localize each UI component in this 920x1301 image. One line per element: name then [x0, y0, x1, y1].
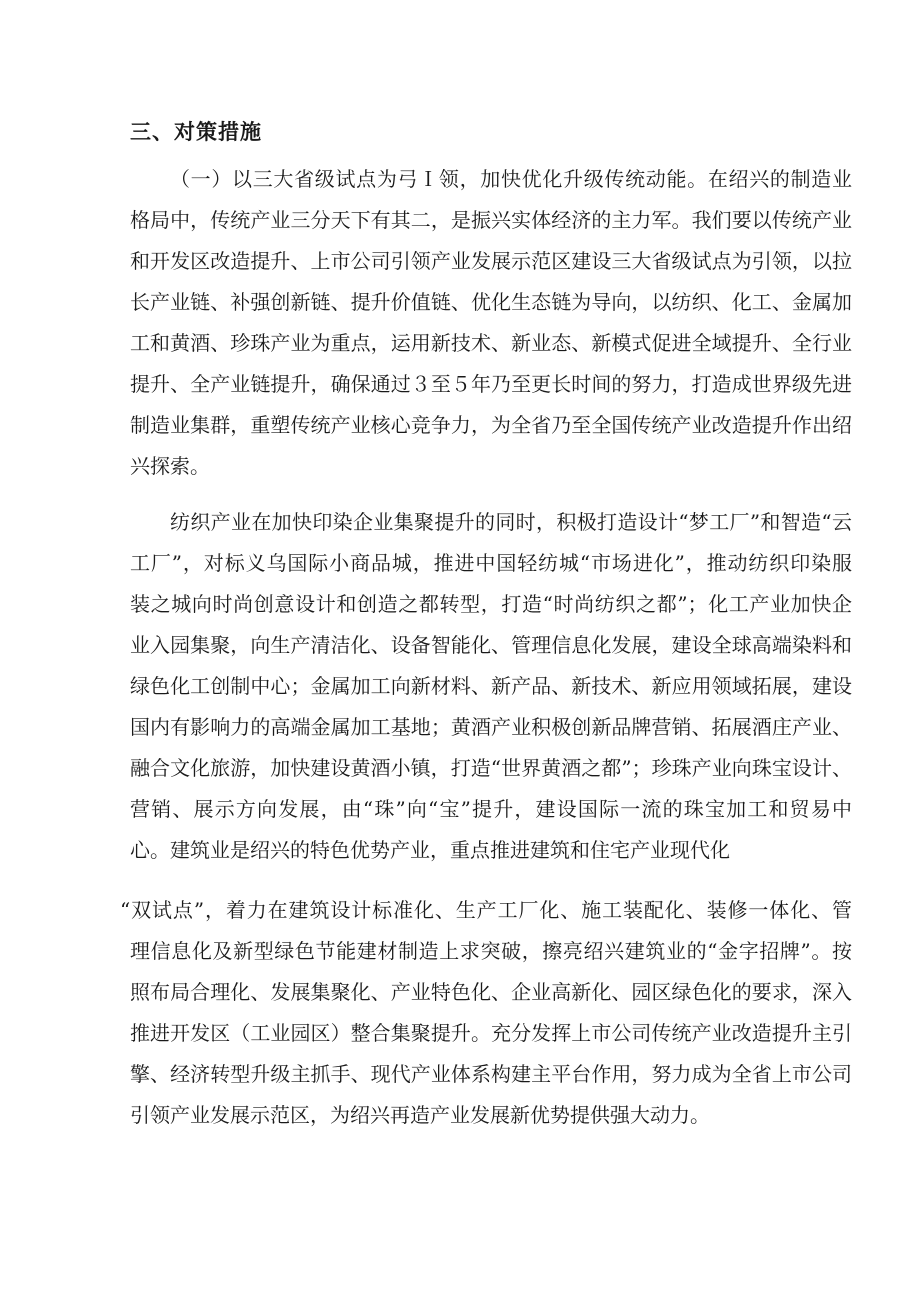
paragraph2-line-14: 擎、经济转型升级主抓手、现代产业体系构建主平台作用，努力成为全省上市公司 [130, 1062, 852, 1086]
paragraph2-line-8: 营销、展示方向发展，由“珠”向“宝”提升，建设国际一流的珠宝加工和贸易中 [130, 797, 852, 821]
paragraph2-line-13: 推进开发区（工业园区）整合集聚提升。充分发挥上市公司传统产业改造提升主引 [130, 1021, 852, 1045]
paragraph1-line-6: 提升、全产业链提升，确保通过３至５年乃至更长时间的努力，打造成世界级先进 [130, 372, 852, 396]
paragraph2-line-4: 业入园集聚，向生产清洁化、设备智能化、管理信息化发展，建设全球高端染料和 [130, 633, 852, 657]
paragraph2-line-12: 照布局合理化、发展集聚化、产业特色化、企业高新化、园区绿色化的要求，深入 [130, 980, 852, 1004]
section-heading: 三、对策措施 [130, 120, 262, 144]
paragraph1-line-4: 长产业链、补强创新链、提升价值链、优化生态链为导向，以纺织、化工、金属加 [130, 290, 852, 314]
paragraph1-line-2: 格局中，传统产业三分天下有其二，是振兴实体经济的主力军。我们要以传统产业 [130, 208, 852, 232]
paragraph2-line-1: 纺织产业在加快印染企业集聚提升的同时，积极打造设计“梦工厂”和智造“云 [170, 510, 852, 534]
paragraph2-line-15: 引领产业发展示范区，为绍兴再造产业发展新优势提供强大动力。 [130, 1103, 710, 1127]
paragraph2-line-9: 心。建筑业是绍兴的特色优势产业，重点推进建筑和住宅产业现代化 [130, 838, 730, 862]
paragraph2-line-3: 装之城向时尚创意设计和创造之都转型，打造“时尚纺织之都”；化工产业加快企 [130, 592, 852, 616]
paragraph1-line-3: 和开发区改造提升、上市公司引领产业发展示范区建设三大省级试点为引领，以拉 [130, 249, 852, 273]
paragraph2-line-7: 融合文化旅游，加快建设黄酒小镇，打造“世界黄酒之都”；珍珠产业向珠宝设计、 [130, 756, 852, 780]
paragraph2-line-5: 绿色化工创制中心；金属加工向新材料、新产品、新技术、新应用领域拓展，建设 [130, 674, 852, 698]
paragraph1-line-7: 制造业集群，重塑传统产业核心竞争力，为全省乃至全国传统产业改造提升作出绍 [130, 413, 852, 437]
paragraph2-line-6: 国内有影响力的高端金属加工基地；黄酒产业积极创新品牌营销、拓展酒庄产业、 [130, 715, 852, 739]
paragraph2-line-2: 工厂”，对标义乌国际小商品城，推进中国轻纺城“市场进化”，推动纺织印染服 [130, 551, 852, 575]
paragraph1-line-8: 兴探索。 [130, 454, 210, 478]
paragraph2-line-10: “双试点”，着力在建筑设计标准化、生产工厂化、施工装配化、装修一体化、管 [120, 898, 852, 922]
paragraph1-line-5: 工和黄酒、珍珠产业为重点，运用新技术、新业态、新模式促进全域提升、全行业 [130, 331, 852, 355]
paragraph2-line-11: 理信息化及新型绿色节能建材制造上求突破，擦亮绍兴建筑业的“金字招牌”。按 [130, 939, 852, 963]
paragraph1-line-1: （一）以三大省级试点为弓Ｉ领，加快优化升级传统动能。在绍兴的制造业 [170, 167, 852, 191]
